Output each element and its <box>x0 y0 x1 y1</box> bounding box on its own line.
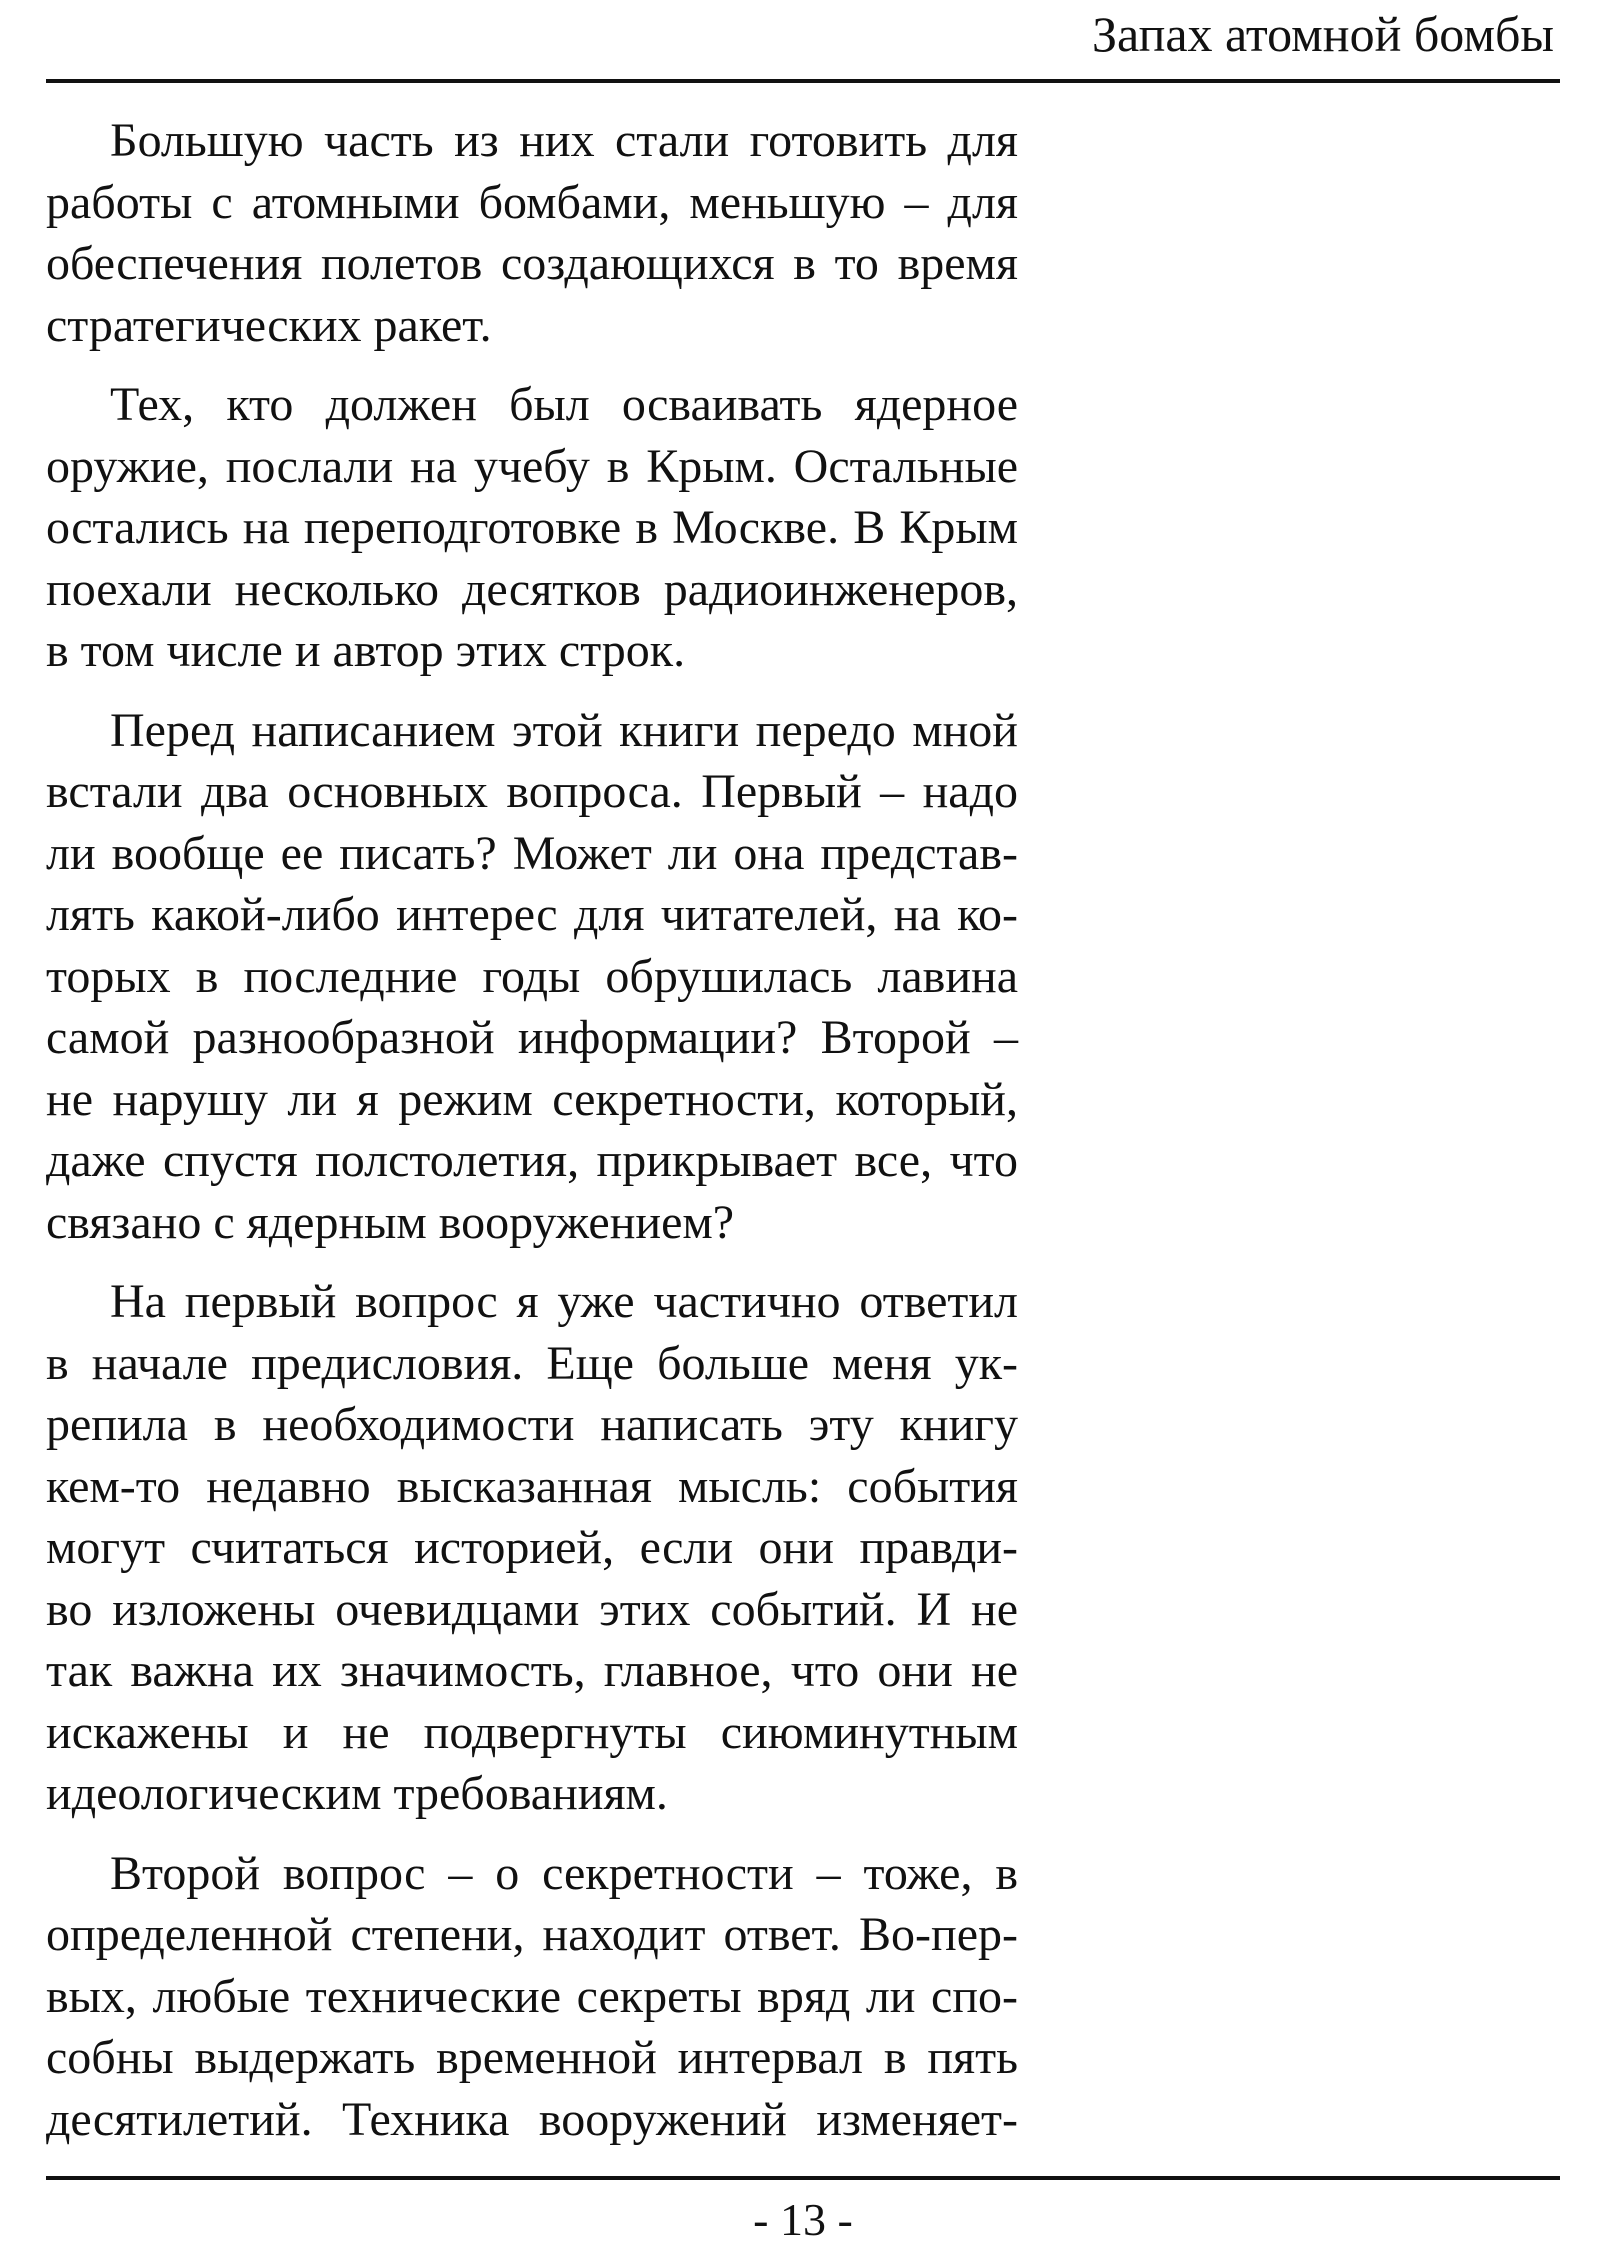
text-line: Перед написанием этой книги передо мной <box>110 703 1018 757</box>
paragraph-1 <box>46 110 1018 356</box>
text-line: идеологическим требованиям. <box>46 1767 668 1820</box>
text-line: не нарушу ли я режим секретности, который, <box>46 1072 1018 1126</box>
running-header <box>46 0 1560 83</box>
text-line: Большую часть из них стали готовить для <box>110 114 1018 167</box>
text-line: лять какой-либо интерес для читателей, на ко- <box>46 888 1018 941</box>
text-line: репила в необходимости написать эту книгу <box>46 1398 1018 1451</box>
text-line: Второй вопрос – о секретности – тоже, в <box>110 1846 1018 1900</box>
text-line: определенной степени, находит ответ. Во-пер- <box>46 1908 1018 1961</box>
paragraph-5 <box>46 1843 1018 2151</box>
running-title: Запах атомной бомбы <box>1092 6 1554 62</box>
text-line: обеспечения полетов создающихся в то время <box>46 237 1018 290</box>
text-line: вых, любые технические секреты вряд ли спо- <box>46 1969 1018 2023</box>
text-line: в том числе и автор этих строк. <box>46 624 686 677</box>
text-line: ли вообще ее писать? Может ли она представ- <box>46 826 1018 880</box>
text-line: собны выдержать временной интервал в пять <box>46 2031 1018 2084</box>
text-line: На первый вопрос я уже частично ответил <box>110 1275 1018 1328</box>
text-line: встали два основных вопроса. Первый – надо <box>46 765 1018 818</box>
paragraph-4 <box>46 1271 1018 1825</box>
text-line: торых в последние годы обрушилась лавина <box>46 949 1018 1003</box>
text-line: остались на переподготовке в Москве. В Крым <box>46 501 1018 554</box>
text-line: могут считаться историей, если они правди- <box>46 1521 1018 1574</box>
text-line: кем-то недавно высказанная мысль: события <box>46 1459 1018 1513</box>
text-line: работы с атомными бомбами, меньшую – для <box>46 175 1018 229</box>
text-line: во изложены очевидцами этих событий. И не <box>46 1582 1018 1636</box>
paragraph-2 <box>46 374 1018 682</box>
text-line: в начале предисловия. Еще больше меня ук- <box>46 1336 1018 1390</box>
text-line: Тех, кто должен был осваивать ядерное <box>110 378 1018 431</box>
text-line: так важна их значимость, главное, что они не <box>46 1644 1018 1697</box>
body-text <box>46 110 1018 2150</box>
text-line: самой разнообразной информации? Второй – <box>46 1011 1018 1064</box>
text-line: оружие, послали на учебу в Крым. Остальные <box>46 439 1018 493</box>
text-line: связано с ядерным вооружением? <box>46 1195 735 1249</box>
running-footer <box>46 2176 1560 2245</box>
text-line: искажены и не подвергнуты сиюминутным <box>46 1705 1018 1759</box>
text-line: десятилетий. Техника вооружений изменяет- <box>46 2092 1018 2146</box>
text-line: стратегических ракет. <box>46 298 492 352</box>
text-line: поехали несколько десятков радиоинженеров, <box>46 562 1018 616</box>
page-number: - 13 - <box>753 2194 853 2245</box>
text-line: даже спустя полстолетия, прикрывает все, что <box>46 1134 1018 1187</box>
paragraph-3 <box>46 700 1018 1254</box>
